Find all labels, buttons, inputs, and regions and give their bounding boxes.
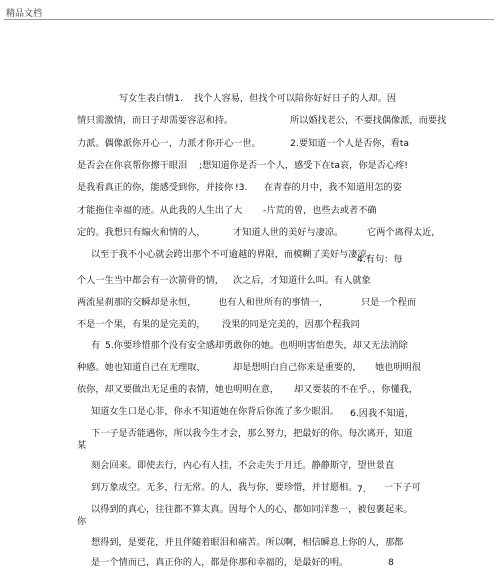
text-segment: 却是想明白自己你来是重要的， bbox=[233, 362, 362, 373]
text-segment: 是我看真正的你，能感受到你，并接你 bbox=[77, 182, 234, 193]
text-segment: 只是一个程而 bbox=[361, 297, 417, 308]
text-segment: 它两个离得太近， bbox=[367, 227, 441, 238]
text-segment: 才知道人世的美好与凄凉。 bbox=[233, 227, 344, 238]
text-segment: 两流星刹那的交瞬却是永恒， bbox=[77, 297, 197, 308]
text-segment: ;想知道你是否一个人，感受下在ta哀，你是否心疼! bbox=[199, 160, 408, 171]
text-segment: 2.要知道一个人是否你，看ta bbox=[290, 138, 410, 149]
text-segment: 刻会回来。即使去行，内心有人挂，不会走失于月迁。静静斯守，望世景直 bbox=[91, 460, 395, 471]
text-segment: 以得到的真心，往往都不算太真。因每个人的心，都如同洋葱一，被包裹起来。 bbox=[91, 504, 413, 515]
text-segment: 4.有句：每 bbox=[357, 254, 403, 265]
text-segment: 个人一生当中都会有一次箭骨的情， bbox=[77, 275, 224, 286]
text-segment: 是否会在你哀帮你擦干眼泪 bbox=[77, 160, 188, 171]
text-segment: 所以婚找老公，不要找偶像派，而要找 bbox=[290, 115, 447, 126]
text-segment: 定的。我想只有煽火和情的人， bbox=[77, 227, 206, 238]
text-segment: 才能拖住幸福的迹。从此我的人生出了大 bbox=[77, 205, 243, 216]
text-segment: 6.因我不知道， bbox=[350, 408, 414, 419]
text-segment: 不是一个果，有果的是完美的， bbox=[77, 319, 206, 330]
text-segment: 某 bbox=[77, 440, 87, 451]
text-segment: 有 bbox=[91, 340, 101, 351]
text-segment: 一下子可 bbox=[384, 482, 421, 493]
text-segment: 5.你要珍惜那个没有安全感却勇敢你的她。也明明害怕患失，却又无法消除 bbox=[105, 340, 408, 351]
text-segment: 你 bbox=[77, 516, 87, 527]
text-segment: 种感。她也知道自己在无理取， bbox=[77, 362, 206, 373]
text-segment: 写女生表白情1. bbox=[119, 93, 183, 104]
text-segment: 8 bbox=[388, 557, 394, 568]
text-segment: 以至于我不小心就会跨出那个不可逾越的界限，而模糊了美好与凄凉。 bbox=[91, 249, 376, 260]
text-segment: 知道女生口是心非，你永不知道她在你背后你流了多少眼泪。 bbox=[91, 406, 340, 417]
text-segment: 下一子是否能遇你，所以我今生才会，那么努力，把最好的你。每次离开，知道 bbox=[91, 428, 413, 439]
header-divider bbox=[4, 19, 494, 20]
text-segment: 依你，却又要做出无足重的表情，她也明明在意， bbox=[77, 384, 280, 395]
text-segment: 她也明明很 bbox=[375, 362, 421, 373]
text-segment: !3. bbox=[235, 182, 248, 193]
text-segment: 找个人容易，但找个可以陪你好好日子的人却。因 bbox=[194, 93, 397, 104]
header-label: 精品文档 bbox=[6, 9, 43, 19]
text-segment: 情只需激情，而日子却需要容忍和持。 bbox=[77, 115, 234, 126]
text-segment: 到万象成空。无多，行无常。的人，我与你，要珍惜，并甘愿相。 bbox=[91, 482, 358, 493]
text-segment: 却又要装的不在乎。，你懂我， bbox=[294, 384, 419, 395]
text-segment: 在青春的月中，我不知道用怎的姿 bbox=[264, 182, 402, 193]
text-segment: 没果的同是完美的，因那个程我同 bbox=[222, 319, 360, 330]
text-segment: 力派。偶像派你开心一，力派才你开心一世。 bbox=[77, 138, 261, 149]
text-segment: -片荒的曾，也些去或者不确 bbox=[263, 205, 377, 216]
text-segment: 7. bbox=[357, 484, 366, 495]
text-segment: 也有人和世所有的事情一， bbox=[218, 297, 329, 308]
text-segment: 次之后，才知道什么叫。有人就象 bbox=[233, 275, 371, 286]
text-segment: 是一个情而已，真正你的人，都是你那和幸福的，是最好的明。 bbox=[91, 557, 349, 568]
text-segment: 想得到，是要花，并且伴随着眼泪和痛苦。所以啊，相信瞬息上你的人，那都 bbox=[91, 537, 404, 548]
